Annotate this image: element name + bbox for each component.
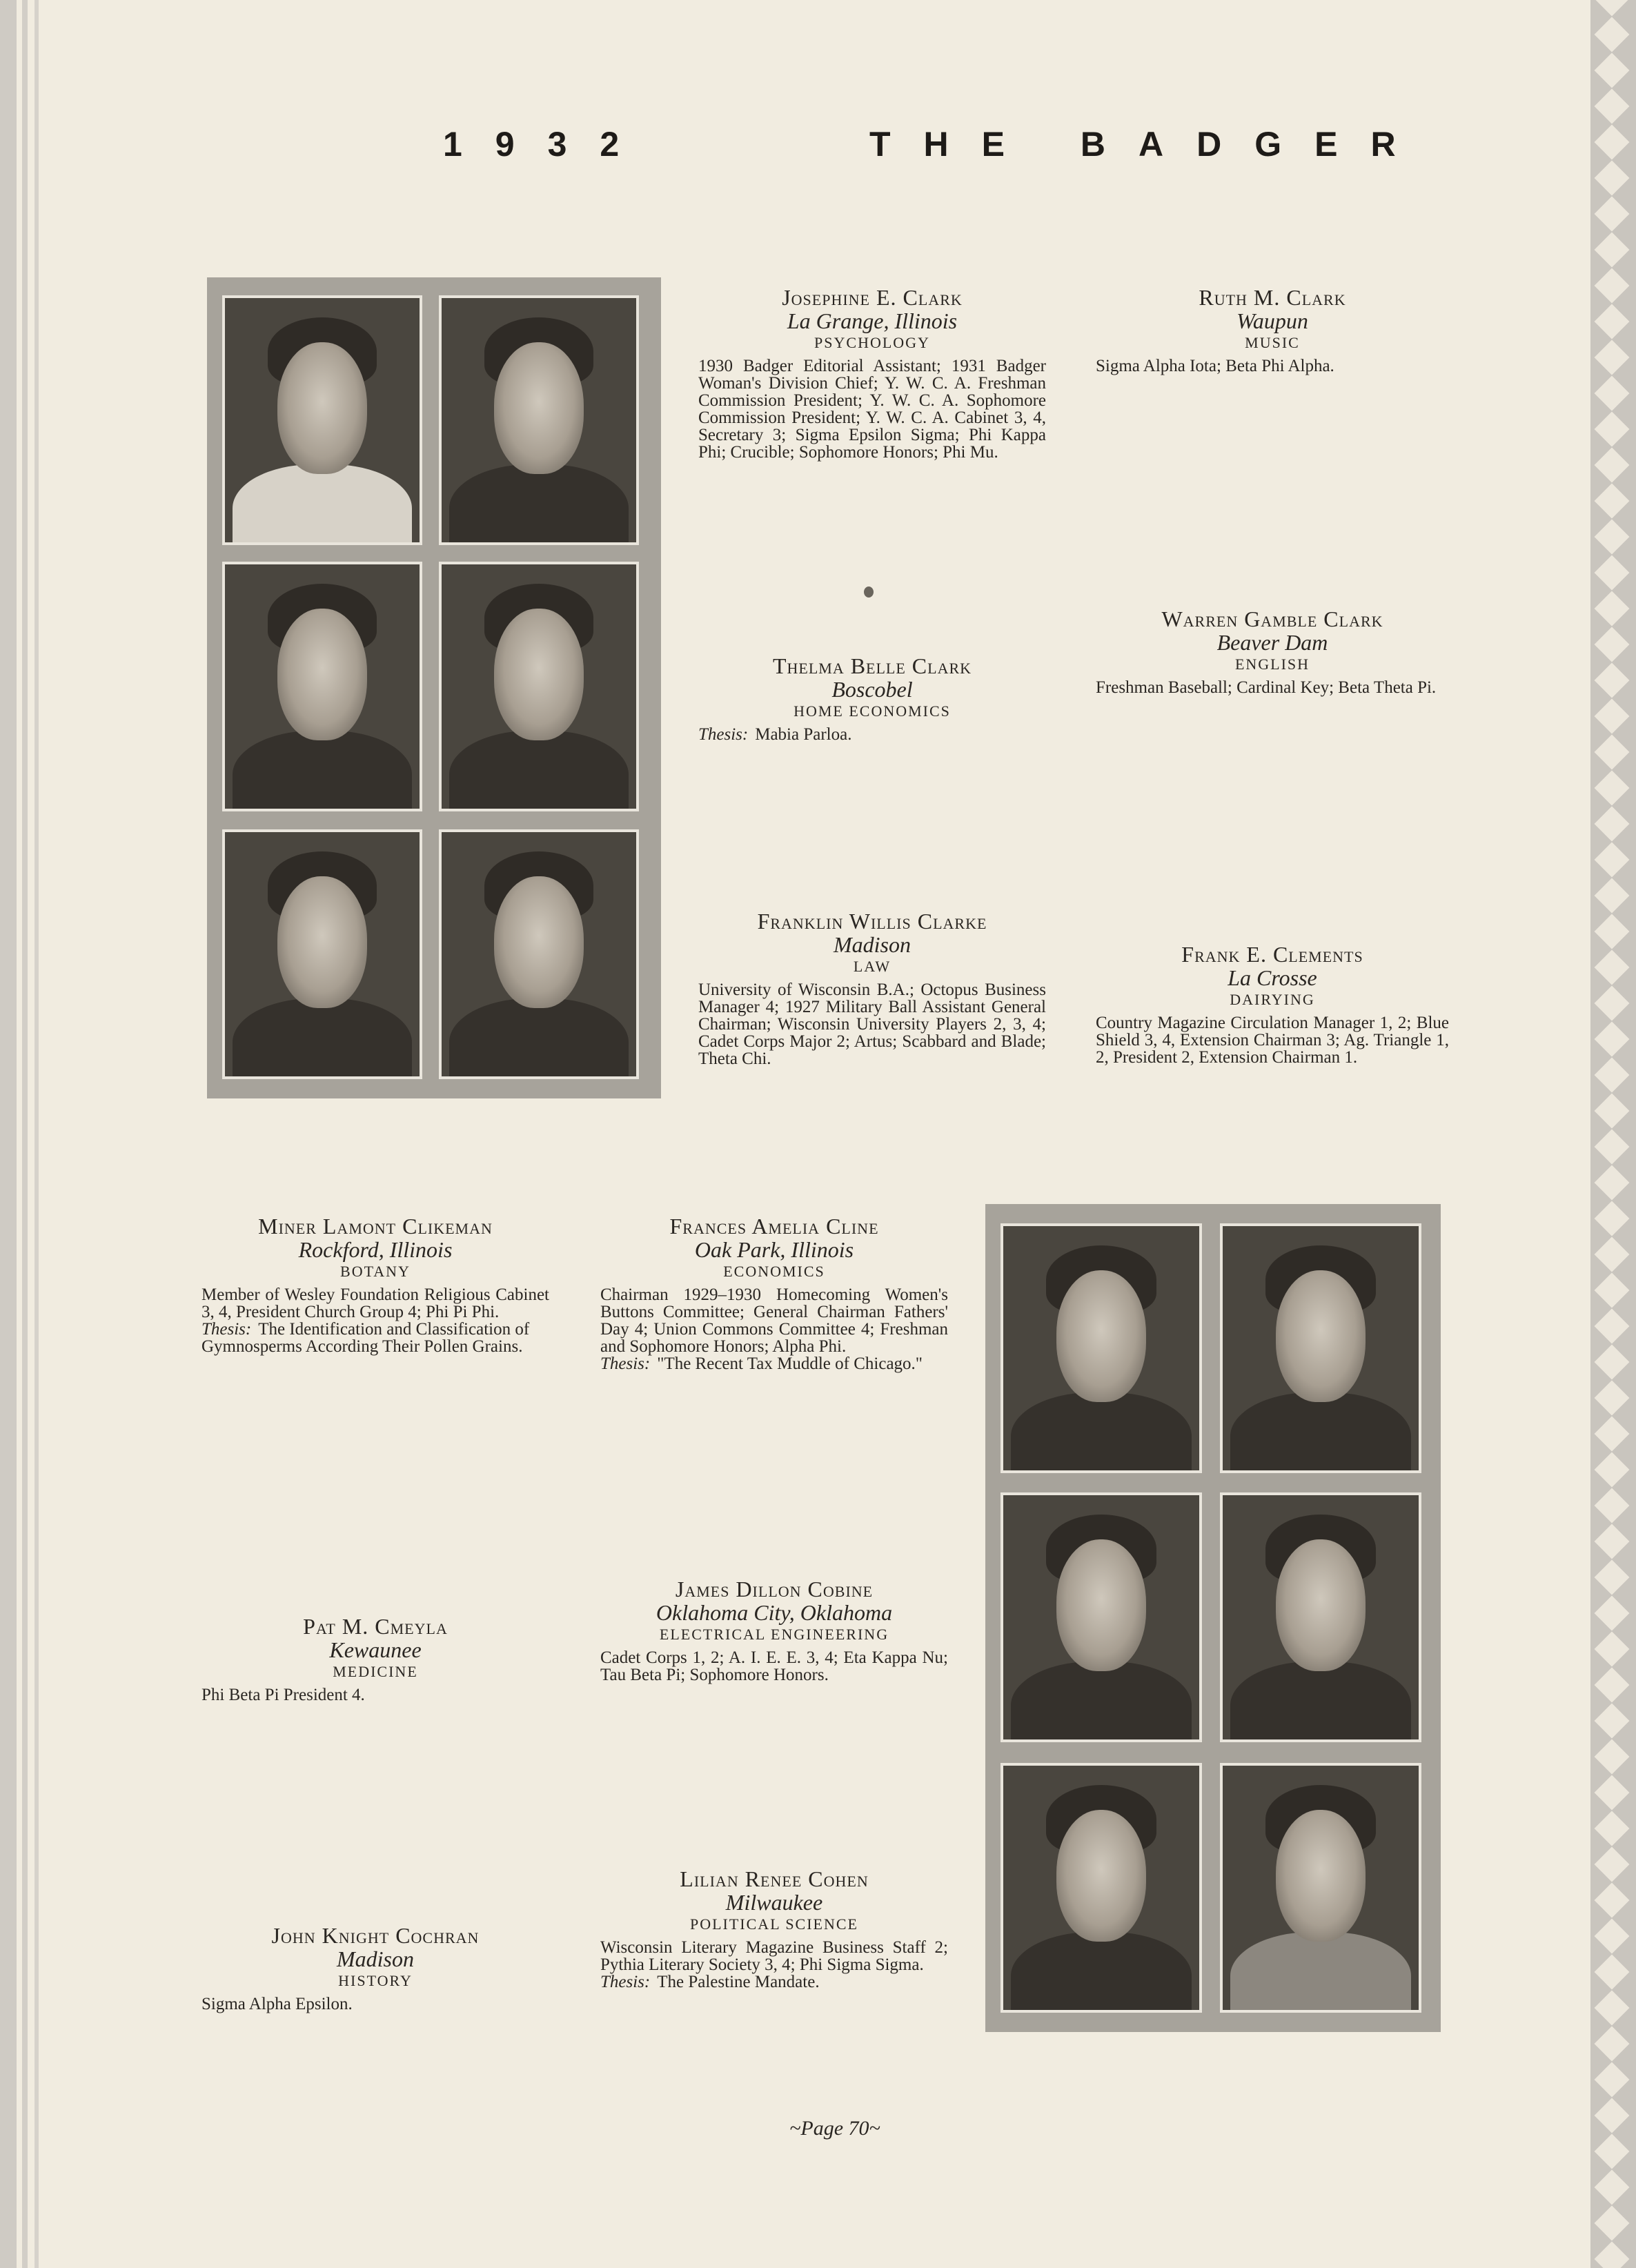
entry-activities: Country Magazine Circulation Manager 1, 2; Blue Shield 3, 4, Extension Chairman 3; Ag. Triangle 1, 2, President 2, Extension Chairman 1. bbox=[1096, 1014, 1449, 1067]
border-diamond bbox=[1595, 986, 1630, 1021]
thesis-title: The Identification and Classification of Gymnosperms According Their Pollen Grains. bbox=[201, 1320, 530, 1356]
entry-dept: ENGLISH bbox=[1234, 655, 1310, 673]
entry-name: John Knight Cochran bbox=[271, 1923, 480, 1948]
entry-name: Josephine E. Clark bbox=[782, 285, 963, 310]
ink-spot bbox=[864, 586, 874, 598]
border-diamond bbox=[1595, 555, 1630, 591]
border-diamond bbox=[1595, 950, 1630, 985]
entry-thelma-clark bbox=[698, 654, 1046, 743]
entry-warren-clark bbox=[1096, 607, 1449, 696]
header-year: 1932 bbox=[443, 125, 653, 164]
border-diamond bbox=[1595, 699, 1630, 734]
entry-activities: Sigma Alpha Iota; Beta Phi Alpha. bbox=[1096, 357, 1334, 375]
entry-activities: Wisconsin Literary Magazine Business Staff 2; Pythia Literary Society 3, 4; Phi Sigma Sigma. bbox=[600, 1938, 948, 1974]
border-diamond bbox=[1595, 1919, 1630, 1954]
entry-dept: PSYCHOLOGY bbox=[814, 334, 930, 351]
entry-name: Franklin Willis Clarke bbox=[757, 909, 987, 934]
border-diamond bbox=[1595, 878, 1630, 914]
border-diamond bbox=[1595, 1847, 1630, 1882]
portrait-franklin-clarke bbox=[222, 829, 422, 1079]
border-diamond bbox=[1595, 1488, 1630, 1523]
entry-dept: MEDICINE bbox=[333, 1663, 418, 1680]
entry-dept: LAW bbox=[853, 958, 891, 975]
border-diamond bbox=[1595, 1452, 1630, 1488]
border-diamond bbox=[1595, 914, 1630, 949]
entry-ruth-clark bbox=[1096, 286, 1449, 375]
border-diamond bbox=[1595, 1345, 1630, 1380]
border-diamond bbox=[1595, 1560, 1630, 1595]
entry-name: Miner Lamont Clikeman bbox=[258, 1214, 493, 1239]
border-diamond bbox=[1595, 376, 1630, 411]
entry-dept: MUSIC bbox=[1245, 334, 1300, 351]
entry-miner-clikeman bbox=[201, 1214, 549, 1355]
entry-town: Milwaukee bbox=[725, 1890, 823, 1915]
photo-block-top bbox=[207, 277, 661, 1098]
thesis-label: Thesis: bbox=[600, 1354, 651, 1373]
border-diamond bbox=[1595, 735, 1630, 770]
entry-name: Ruth M. Clark bbox=[1199, 285, 1346, 310]
border-diamond bbox=[1595, 233, 1630, 268]
border-diamond bbox=[1595, 842, 1630, 878]
entry-dept: HOME ECONOMICS bbox=[794, 702, 951, 720]
border-diamond bbox=[1595, 1955, 1630, 1990]
entry-frances-cline bbox=[600, 1214, 948, 1372]
entry-lilian-cohen bbox=[600, 1867, 948, 1991]
border-diamond bbox=[1595, 268, 1630, 304]
entry-james-cobine bbox=[600, 1577, 948, 1684]
entry-dept: HISTORY bbox=[338, 1972, 413, 1989]
thesis-label: Thesis: bbox=[698, 725, 749, 744]
entry-town: Boscobel bbox=[831, 677, 913, 702]
thesis-title: Mabia Parloa. bbox=[755, 725, 852, 744]
border-diamond bbox=[1595, 2242, 1630, 2268]
border-diamond bbox=[1595, 2027, 1630, 2062]
border-diamond bbox=[1595, 1775, 1630, 1811]
border-diamond bbox=[1595, 53, 1630, 88]
entry-franklin-clarke bbox=[698, 909, 1046, 1067]
border-diamond bbox=[1595, 1130, 1630, 1165]
portrait-frances-cline bbox=[1220, 1223, 1421, 1473]
border-diamond bbox=[1595, 197, 1630, 232]
portrait-thelma-clark bbox=[222, 562, 422, 811]
border-diamond bbox=[1595, 1201, 1630, 1236]
entry-activities: University of Wisconsin B.A.; Octopus Business Manager 4; 1927 Military Ball Assistant General Chairman; Wisconsin University Players 2, 3, 4; Cadet Corps Major 2; Artus; Scabbard and Blade; Theta Chi. bbox=[698, 980, 1046, 1068]
border-diamond bbox=[1595, 1094, 1630, 1129]
entry-town: Waupun bbox=[1236, 308, 1308, 333]
entry-frank-clements bbox=[1096, 943, 1449, 1066]
entry-name: Frank E. Clements bbox=[1181, 942, 1363, 967]
entry-activities: Sigma Alpha Epsilon. bbox=[201, 1995, 353, 2013]
border-diamond bbox=[1595, 2206, 1630, 2241]
border-diamond bbox=[1595, 1739, 1630, 1775]
border-diamond bbox=[1595, 1309, 1630, 1344]
photo-block-bottom bbox=[985, 1204, 1441, 2032]
portrait-josephine-clark bbox=[222, 295, 422, 545]
thesis-label: Thesis: bbox=[600, 1973, 651, 1991]
border-diamond bbox=[1595, 17, 1630, 52]
thesis-title: "The Recent Tax Muddle of Chicago." bbox=[657, 1354, 923, 1373]
portrait-john-cochran bbox=[1001, 1763, 1202, 2013]
left-border-lines bbox=[0, 0, 48, 2268]
entry-town: La Grange, Illinois bbox=[787, 308, 958, 333]
border-diamond bbox=[1595, 1381, 1630, 1416]
entry-name: Lilian Renee Cohen bbox=[680, 1866, 869, 1891]
entry-pat-cmeyla bbox=[201, 1615, 549, 1704]
border-diamond bbox=[1595, 1811, 1630, 1846]
border-diamond bbox=[1595, 520, 1630, 555]
border-diamond bbox=[1595, 412, 1630, 447]
entry-name: Warren Gamble Clark bbox=[1161, 607, 1383, 631]
border-diamond bbox=[1595, 1524, 1630, 1559]
entry-thesis bbox=[698, 726, 1046, 743]
page-number: ~Page 70~ bbox=[789, 2117, 880, 2140]
entry-thesis bbox=[201, 1321, 549, 1355]
entry-dept: BOTANY bbox=[340, 1263, 411, 1280]
thesis-label: Thesis: bbox=[201, 1320, 252, 1339]
border-diamond bbox=[1595, 663, 1630, 698]
border-diamond bbox=[1595, 484, 1630, 519]
border-diamond bbox=[1595, 2134, 1630, 2169]
entry-name: Thelma Belle Clark bbox=[772, 653, 972, 678]
header-title: THE BADGER bbox=[869, 125, 1429, 164]
border-diamond bbox=[1595, 1991, 1630, 2026]
portrait-pat-cmeyla bbox=[1001, 1492, 1202, 1742]
entry-activities: 1930 Badger Editorial Assistant; 1931 Badger Woman's Division Chief; Y. W. C. A. Freshman Commission President; Y. W. C. A. Sophomore Commission President; Y. W. C. A. Cabinet 3, 4, Secretary 3; Sigma Epsilon Sigma; Phi Kappa Phi; Crucible; Sophomore Honors; Phi Mu. bbox=[698, 357, 1046, 462]
entry-josephine-clark bbox=[698, 286, 1046, 461]
entry-town: La Crosse bbox=[1228, 965, 1317, 990]
thesis-title: The Palestine Mandate. bbox=[657, 1973, 820, 1991]
entry-activities: Chairman 1929–1930 Homecoming Women's Buttons Committee; General Chairman Fathers' Day 4; Union Commons Committee 4; Freshman and Sophomore Honors; Alpha Phi. bbox=[600, 1285, 948, 1356]
entry-activities: Phi Beta Pi President 4. bbox=[201, 1686, 365, 1704]
border-diamond bbox=[1595, 125, 1630, 160]
border-diamond bbox=[1595, 1237, 1630, 1272]
entry-town: Madison bbox=[834, 932, 911, 957]
border-diamond bbox=[1595, 340, 1630, 375]
entry-dept: ECONOMICS bbox=[723, 1263, 825, 1280]
portrait-lilian-cohen bbox=[1220, 1763, 1421, 2013]
entry-town: Kewaunee bbox=[329, 1637, 422, 1662]
border-diamond bbox=[1595, 2098, 1630, 2133]
border-diamond bbox=[1595, 2062, 1630, 2098]
entry-town: Rockford, Illinois bbox=[298, 1237, 453, 1262]
border-diamond bbox=[1595, 304, 1630, 339]
entry-town: Oak Park, Illinois bbox=[694, 1237, 854, 1262]
border-diamond bbox=[1595, 1165, 1630, 1201]
entry-john-cochran bbox=[201, 1924, 549, 2013]
page-header bbox=[428, 124, 1532, 172]
entry-town: Beaver Dam bbox=[1216, 630, 1328, 655]
entry-town: Madison bbox=[337, 1946, 414, 1971]
border-diamond bbox=[1595, 448, 1630, 483]
entry-name: Pat M. Cmeyla bbox=[303, 1614, 448, 1639]
border-diamond bbox=[1595, 1022, 1630, 1057]
border-diamond bbox=[1595, 0, 1630, 16]
border-diamond bbox=[1595, 1273, 1630, 1308]
entry-dept: POLITICAL SCIENCE bbox=[689, 1915, 858, 1933]
right-diamond-border bbox=[1590, 0, 1636, 2268]
entry-dept: ELECTRICAL ENGINEERING bbox=[659, 1626, 889, 1643]
border-diamond bbox=[1595, 1704, 1630, 1739]
border-diamond bbox=[1595, 1058, 1630, 1093]
portrait-miner-clikeman bbox=[1001, 1223, 1202, 1473]
border-diamond bbox=[1595, 89, 1630, 124]
entry-thesis bbox=[600, 1973, 948, 1991]
entry-town: Oklahoma City, Oklahoma bbox=[656, 1600, 893, 1625]
entry-activities: Freshman Baseball; Cardinal Key; Beta Theta Pi. bbox=[1096, 678, 1437, 697]
border-diamond bbox=[1595, 161, 1630, 196]
portrait-james-cobine bbox=[1220, 1492, 1421, 1742]
border-diamond bbox=[1595, 1417, 1630, 1452]
border-diamond bbox=[1595, 627, 1630, 662]
entry-activities: Cadet Corps 1, 2; A. I. E. E. 3, 4; Eta Kappa Nu; Tau Beta Pi; Sophomore Honors. bbox=[600, 1648, 948, 1684]
entry-thesis bbox=[600, 1355, 948, 1372]
border-diamond bbox=[1595, 1632, 1630, 1667]
border-diamond bbox=[1595, 807, 1630, 842]
portrait-warren-clark bbox=[439, 562, 639, 811]
entry-dept: DAIRYING bbox=[1230, 991, 1315, 1008]
border-diamond bbox=[1595, 1883, 1630, 1918]
border-diamond bbox=[1595, 591, 1630, 627]
entry-activities: Member of Wesley Foundation Religious Cabinet 3, 4, President Church Group 4; Phi Pi Phi. bbox=[201, 1285, 549, 1321]
border-diamond bbox=[1595, 771, 1630, 806]
border-diamond bbox=[1595, 2170, 1630, 2205]
border-diamond bbox=[1595, 1668, 1630, 1703]
entry-name: Frances Amelia Cline bbox=[669, 1214, 879, 1239]
portrait-frank-clements bbox=[439, 829, 639, 1079]
entry-name: James Dillon Cobine bbox=[675, 1577, 874, 1601]
portrait-ruth-clark bbox=[439, 295, 639, 545]
border-diamond bbox=[1595, 1596, 1630, 1631]
